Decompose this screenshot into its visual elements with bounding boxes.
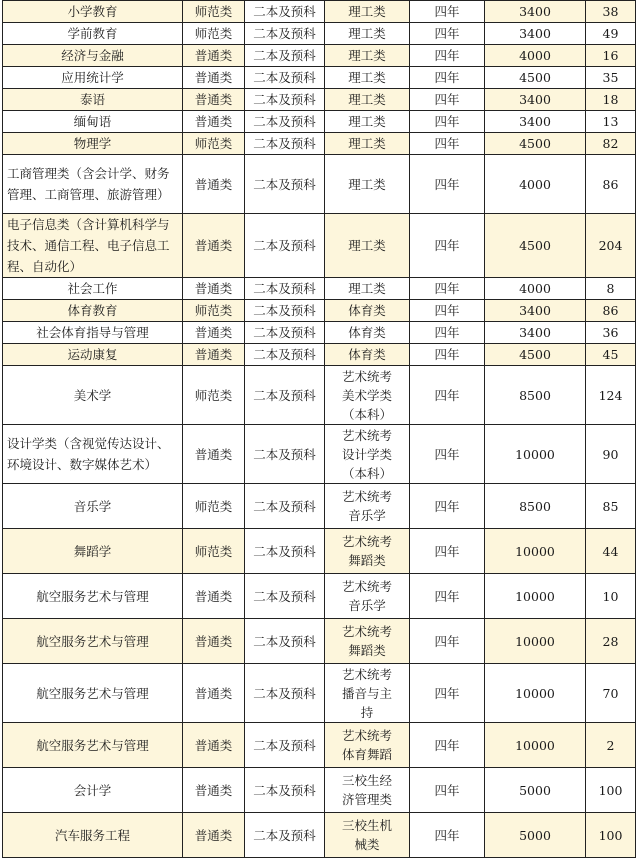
table-row — [3, 574, 636, 619]
category-cell: 普通类 — [183, 111, 245, 133]
table-row — [3, 278, 636, 300]
category-cell: 普通类 — [183, 664, 245, 723]
table-row — [3, 89, 636, 111]
category-cell: 师范类 — [183, 484, 245, 529]
plan-count-cell: 2 — [586, 723, 636, 768]
category-cell: 普通类 — [183, 723, 245, 768]
plan-count-cell: 82 — [586, 133, 636, 155]
category-cell: 师范类 — [183, 23, 245, 45]
admission-batch-cell: 二本及预科 — [245, 133, 325, 155]
duration-cell: 四年 — [410, 45, 485, 67]
tuition-fee-cell: 10000 — [485, 574, 586, 619]
duration-cell: 四年 — [410, 89, 485, 111]
subject-type-cell: 理工类 — [325, 214, 410, 278]
table-row — [3, 300, 636, 322]
plan-count-cell: 13 — [586, 111, 636, 133]
major-name-cell: 音乐学 — [3, 484, 183, 529]
table-row — [3, 619, 636, 664]
table-row — [3, 813, 636, 858]
admission-batch-cell: 二本及预科 — [245, 813, 325, 858]
major-name-cell: 应用统计学 — [3, 67, 183, 89]
subject-type-cell: 理工类 — [325, 111, 410, 133]
table-row — [3, 529, 636, 574]
duration-cell: 四年 — [410, 484, 485, 529]
plan-count-cell: 204 — [586, 214, 636, 278]
plan-count-cell: 45 — [586, 344, 636, 366]
major-name-cell: 物理学 — [3, 133, 183, 155]
category-cell: 师范类 — [183, 529, 245, 574]
subject-type-cell: 理工类 — [325, 133, 410, 155]
tuition-fee-cell: 4000 — [485, 155, 586, 214]
table-row — [3, 425, 636, 484]
tuition-fee-cell: 5000 — [485, 768, 586, 813]
admission-batch-cell: 二本及预科 — [245, 664, 325, 723]
duration-cell: 四年 — [410, 111, 485, 133]
major-name-cell: 泰语 — [3, 89, 183, 111]
duration-cell: 四年 — [410, 133, 485, 155]
major-name-cell: 经济与金融 — [3, 45, 183, 67]
plan-count-cell: 86 — [586, 300, 636, 322]
duration-cell: 四年 — [410, 723, 485, 768]
subject-type-cell: 体育类 — [325, 300, 410, 322]
category-cell: 普通类 — [183, 425, 245, 484]
plan-count-cell: 100 — [586, 768, 636, 813]
table-row — [3, 664, 636, 723]
admission-batch-cell: 二本及预科 — [245, 322, 325, 344]
category-cell: 普通类 — [183, 344, 245, 366]
major-name-cell: 航空服务艺术与管理 — [3, 664, 183, 723]
tuition-fee-cell: 8500 — [485, 484, 586, 529]
category-cell: 师范类 — [183, 366, 245, 425]
duration-cell: 四年 — [410, 425, 485, 484]
major-name-cell: 学前教育 — [3, 23, 183, 45]
major-name-cell: 工商管理类（含会计学、财务管理、工商管理、旅游管理） — [3, 155, 183, 214]
admission-batch-cell: 二本及预科 — [245, 111, 325, 133]
tuition-fee-cell: 4000 — [485, 278, 586, 300]
tuition-fee-cell: 10000 — [485, 425, 586, 484]
subject-type-cell: 艺术统考设计学类（本科） — [325, 425, 410, 484]
subject-type-cell: 体育类 — [325, 344, 410, 366]
admission-batch-cell: 二本及预科 — [245, 425, 325, 484]
plan-count-cell: 18 — [586, 89, 636, 111]
major-name-cell: 会计学 — [3, 768, 183, 813]
major-name-cell: 电子信息类（含计算机科学与技术、通信工程、电子信息工程、自动化） — [3, 214, 183, 278]
tuition-fee-cell: 10000 — [485, 529, 586, 574]
admission-batch-cell: 二本及预科 — [245, 529, 325, 574]
admission-batch-cell: 二本及预科 — [245, 484, 325, 529]
table-row — [3, 768, 636, 813]
major-name-cell: 小学教育 — [3, 1, 183, 23]
table-row — [3, 67, 636, 89]
duration-cell: 四年 — [410, 619, 485, 664]
plan-count-cell: 16 — [586, 45, 636, 67]
subject-type-cell: 艺术统考美术学类（本科） — [325, 366, 410, 425]
tuition-fee-cell: 4500 — [485, 344, 586, 366]
duration-cell: 四年 — [410, 813, 485, 858]
category-cell: 普通类 — [183, 813, 245, 858]
major-name-cell: 运动康复 — [3, 344, 183, 366]
plan-count-cell: 70 — [586, 664, 636, 723]
category-cell: 普通类 — [183, 155, 245, 214]
admission-batch-cell: 二本及预科 — [245, 300, 325, 322]
admission-batch-cell: 二本及预科 — [245, 768, 325, 813]
tuition-fee-cell: 10000 — [485, 723, 586, 768]
category-cell: 师范类 — [183, 133, 245, 155]
plan-count-cell: 49 — [586, 23, 636, 45]
admission-batch-cell: 二本及预科 — [245, 278, 325, 300]
major-name-cell: 社会工作 — [3, 278, 183, 300]
tuition-fee-cell: 4000 — [485, 45, 586, 67]
table-row — [3, 484, 636, 529]
major-name-cell: 航空服务艺术与管理 — [3, 619, 183, 664]
tuition-fee-cell: 4500 — [485, 133, 586, 155]
admission-batch-cell: 二本及预科 — [245, 574, 325, 619]
major-name-cell: 美术学 — [3, 366, 183, 425]
admission-batch-cell: 二本及预科 — [245, 366, 325, 425]
category-cell: 师范类 — [183, 1, 245, 23]
major-name-cell: 汽车服务工程 — [3, 813, 183, 858]
admission-batch-cell: 二本及预科 — [245, 344, 325, 366]
duration-cell: 四年 — [410, 300, 485, 322]
category-cell: 普通类 — [183, 322, 245, 344]
category-cell: 普通类 — [183, 619, 245, 664]
duration-cell: 四年 — [410, 322, 485, 344]
table-row — [3, 111, 636, 133]
tuition-fee-cell: 10000 — [485, 664, 586, 723]
duration-cell: 四年 — [410, 574, 485, 619]
tuition-fee-cell: 3400 — [485, 89, 586, 111]
table-row — [3, 723, 636, 768]
duration-cell: 四年 — [410, 67, 485, 89]
tuition-fee-cell: 3400 — [485, 322, 586, 344]
enrollment-plan-table — [2, 0, 636, 858]
duration-cell: 四年 — [410, 366, 485, 425]
plan-count-cell: 86 — [586, 155, 636, 214]
table-body — [3, 1, 636, 858]
duration-cell: 四年 — [410, 23, 485, 45]
admission-batch-cell: 二本及预科 — [245, 619, 325, 664]
subject-type-cell: 理工类 — [325, 278, 410, 300]
subject-type-cell: 艺术统考舞蹈类 — [325, 619, 410, 664]
duration-cell: 四年 — [410, 278, 485, 300]
table-row — [3, 322, 636, 344]
table-row — [3, 133, 636, 155]
subject-type-cell: 艺术统考播音与主持 — [325, 664, 410, 723]
plan-count-cell: 44 — [586, 529, 636, 574]
category-cell: 普通类 — [183, 214, 245, 278]
subject-type-cell: 理工类 — [325, 155, 410, 214]
major-name-cell: 航空服务艺术与管理 — [3, 723, 183, 768]
subject-type-cell: 艺术统考舞蹈类 — [325, 529, 410, 574]
major-name-cell: 舞蹈学 — [3, 529, 183, 574]
admission-batch-cell: 二本及预科 — [245, 67, 325, 89]
tuition-fee-cell: 3400 — [485, 23, 586, 45]
plan-count-cell: 36 — [586, 322, 636, 344]
category-cell: 普通类 — [183, 67, 245, 89]
duration-cell: 四年 — [410, 664, 485, 723]
tuition-fee-cell: 4500 — [485, 67, 586, 89]
major-name-cell: 缅甸语 — [3, 111, 183, 133]
tuition-fee-cell: 3400 — [485, 1, 586, 23]
duration-cell: 四年 — [410, 344, 485, 366]
subject-type-cell: 艺术统考音乐学 — [325, 484, 410, 529]
plan-count-cell: 28 — [586, 619, 636, 664]
plan-count-cell: 85 — [586, 484, 636, 529]
subject-type-cell: 理工类 — [325, 67, 410, 89]
major-name-cell: 航空服务艺术与管理 — [3, 574, 183, 619]
tuition-fee-cell: 4500 — [485, 214, 586, 278]
subject-type-cell: 三校生经济管理类 — [325, 768, 410, 813]
category-cell: 师范类 — [183, 300, 245, 322]
admission-batch-cell: 二本及预科 — [245, 89, 325, 111]
admission-batch-cell: 二本及预科 — [245, 1, 325, 23]
major-name-cell: 社会体育指导与管理 — [3, 322, 183, 344]
table-row — [3, 366, 636, 425]
subject-type-cell: 三校生机械类 — [325, 813, 410, 858]
category-cell: 普通类 — [183, 89, 245, 111]
plan-count-cell: 100 — [586, 813, 636, 858]
admission-batch-cell: 二本及预科 — [245, 723, 325, 768]
table-row — [3, 155, 636, 214]
table-row — [3, 344, 636, 366]
duration-cell: 四年 — [410, 529, 485, 574]
table-row — [3, 1, 636, 23]
major-name-cell: 设计学类（含视觉传达设计、环境设计、数字媒体艺术） — [3, 425, 183, 484]
category-cell: 普通类 — [183, 278, 245, 300]
table-row — [3, 214, 636, 278]
tuition-fee-cell: 8500 — [485, 366, 586, 425]
subject-type-cell: 理工类 — [325, 89, 410, 111]
tuition-fee-cell: 10000 — [485, 619, 586, 664]
duration-cell: 四年 — [410, 1, 485, 23]
category-cell: 普通类 — [183, 574, 245, 619]
plan-count-cell: 8 — [586, 278, 636, 300]
tuition-fee-cell: 5000 — [485, 813, 586, 858]
subject-type-cell: 艺术统考体育舞蹈 — [325, 723, 410, 768]
subject-type-cell: 理工类 — [325, 23, 410, 45]
duration-cell: 四年 — [410, 768, 485, 813]
admission-batch-cell: 二本及预科 — [245, 45, 325, 67]
category-cell: 普通类 — [183, 768, 245, 813]
subject-type-cell: 理工类 — [325, 45, 410, 67]
major-name-cell: 体育教育 — [3, 300, 183, 322]
admission-batch-cell: 二本及预科 — [245, 214, 325, 278]
table-row — [3, 23, 636, 45]
subject-type-cell: 艺术统考音乐学 — [325, 574, 410, 619]
plan-count-cell: 90 — [586, 425, 636, 484]
admission-batch-cell: 二本及预科 — [245, 23, 325, 45]
tuition-fee-cell: 3400 — [485, 111, 586, 133]
plan-count-cell: 38 — [586, 1, 636, 23]
subject-type-cell: 理工类 — [325, 1, 410, 23]
tuition-fee-cell: 3400 — [485, 300, 586, 322]
plan-count-cell: 35 — [586, 67, 636, 89]
plan-count-cell: 124 — [586, 366, 636, 425]
admission-batch-cell: 二本及预科 — [245, 155, 325, 214]
duration-cell: 四年 — [410, 155, 485, 214]
category-cell: 普通类 — [183, 45, 245, 67]
duration-cell: 四年 — [410, 214, 485, 278]
subject-type-cell: 体育类 — [325, 322, 410, 344]
table-row — [3, 45, 636, 67]
plan-count-cell: 10 — [586, 574, 636, 619]
